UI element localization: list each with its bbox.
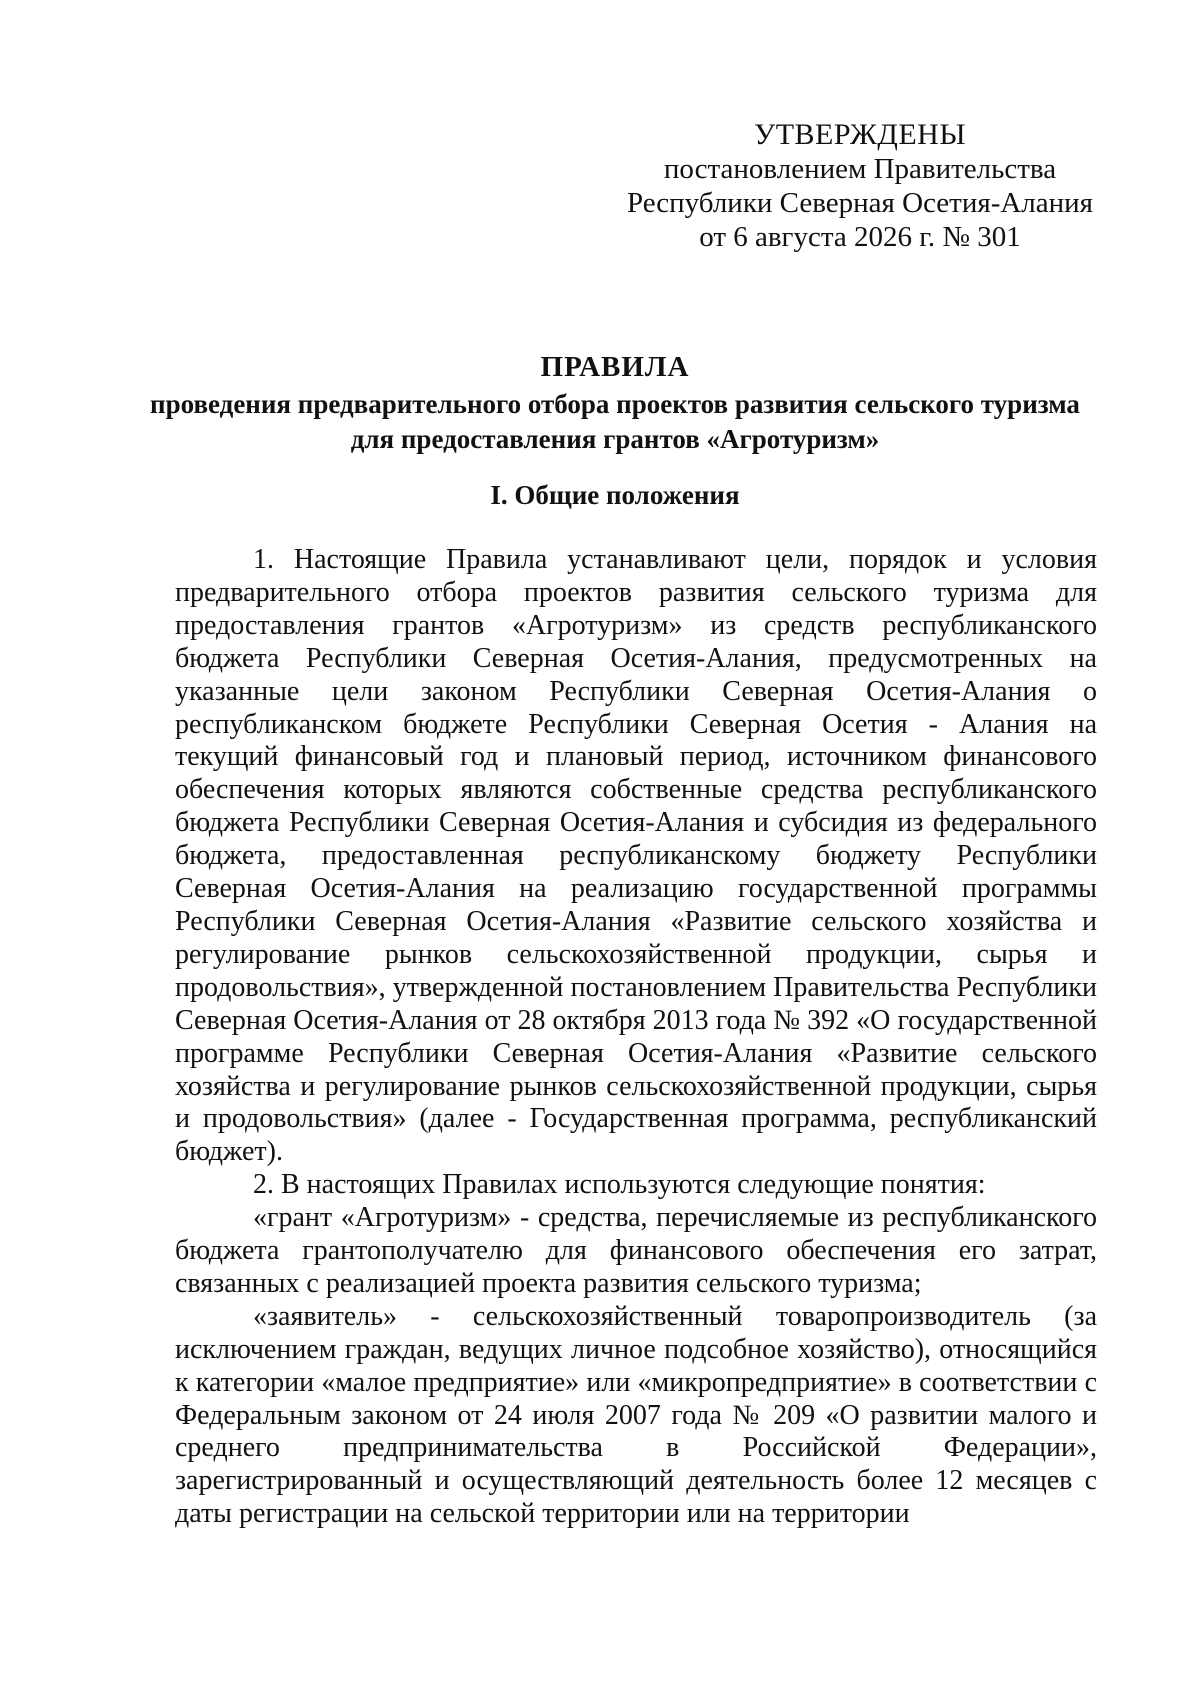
definition-grant: «грант «Агротуризм» - средства, перечисляемые из республиканского бюджета грантополучателю для финансового обеспечения его затрат, связанных с реализацией проекта развития сельского туризма; bbox=[175, 1202, 1097, 1299]
paragraph-1: 1. Настоящие Правила устанавливают цели, порядок и условия предварительного отбора проектов развития сельского туризма для предоставления грантов «Агротуризм» из средств республиканского бюджета Республики Северная Осетия-Алания, предусмотренных на указанные цели законом Республики Северная Осетия-Алания о республиканском бюджете Республики Северная Осетия - Алания на текущий финансовый год и плановый период, источником финансового обеспечения которых являются собственные средства республиканского бюджета Республики Северная Осетия-Алания и субсидия из федерального бюджета, предоставленная республиканскому бюджету Республики Северная Осетия-Алания на реализацию государственной программы Республики Северная Осетия-Алания «Развитие сельского хозяйства и регулирование рынков сельскохозяйственной продукции, сырья и продовольствия», утвержденной постановлением Правительства Республики Северная Осетия-Алания от 28 октября 2013 года № 392 «О государственной программе Республики Северная Осетия-Алания «Развитие сельского хозяйства и регулирование рынков сельскохозяйственной продукции, сырья и продовольствия» (далее - Государственная программа, республиканский бюджет). bbox=[175, 544, 1097, 1168]
section-heading: I. Общие положения bbox=[490, 480, 740, 510]
approval-line-1: постановлением Правительства bbox=[663, 153, 1057, 185]
definition-applicant: «заявитель» - сельскохозяйственный товаропроизводитель (за исключением граждан, ведущих личное подсобное хозяйство), относящийся к категории «малое предприятие» или «микропредприятие» в соответствии с Федеральным законом от 24 июля 2007 года № 209 «О развитии малого и среднего предпринимательства в Российской Федерации», зарегистрированный и осуществляющий деятельность более 12 месяцев с даты регистрации на сельской территории или на территории bbox=[175, 1300, 1097, 1530]
document-title: ПРАВИЛА bbox=[540, 351, 690, 383]
approved-label: УТВЕРЖДЕНЫ bbox=[753, 118, 967, 151]
document-subtitle: проведения предварительного отбора проектов развития сельского туризма для предоставления грантов «Агротуризм» bbox=[150, 389, 1080, 454]
approval-line-3: от 6 августа 2026 г. № 301 bbox=[699, 221, 1021, 253]
document-title-block bbox=[150, 350, 1080, 457]
approval-line-2: Республики Северная Осетия-Алания bbox=[626, 187, 1094, 219]
paragraph-2: 2. В настоящих Правилах используются следующие понятия: bbox=[253, 1169, 986, 1201]
approval-stamp bbox=[600, 118, 1120, 254]
document-body bbox=[175, 544, 1097, 1531]
